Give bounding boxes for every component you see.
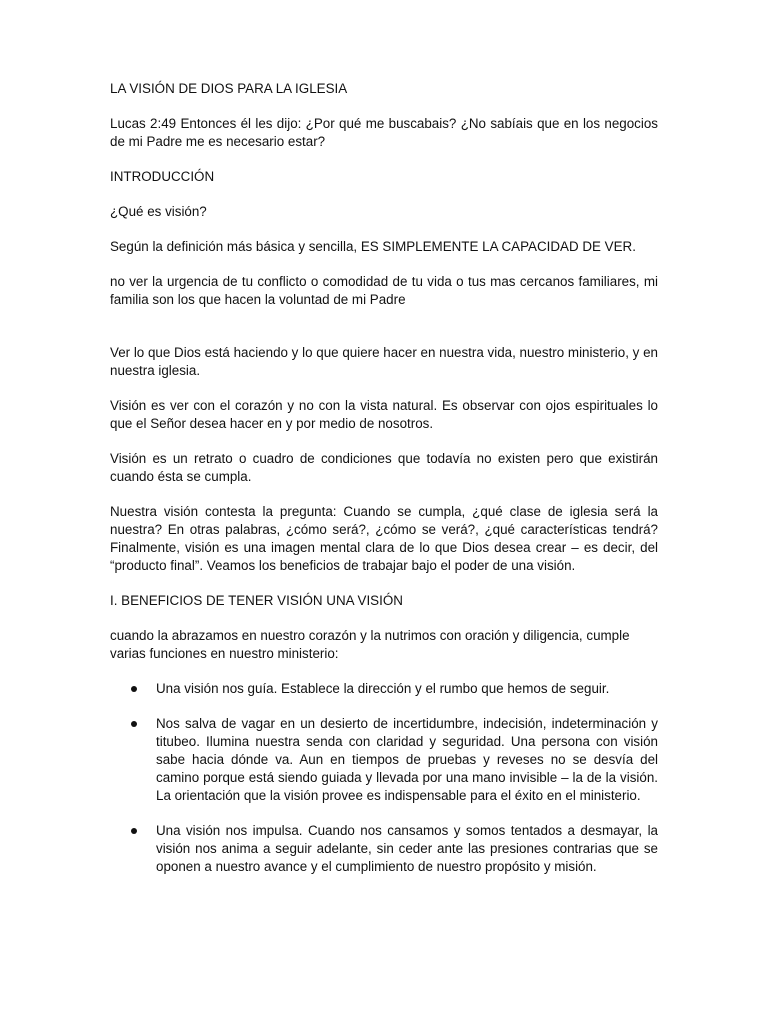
list-item-text: Una visión nos guía. Establece la dirección y el rumbo que hemos de seguir.: [156, 681, 610, 696]
list-item: [110, 822, 658, 876]
benefits-list: [110, 680, 658, 876]
bullet-icon: [131, 721, 137, 727]
definition-text: Según la definición más básica y sencilla, ES SIMPLEMENTE LA CAPACIDAD DE VER.: [110, 239, 636, 254]
question-text: ¿Qué es visión?: [110, 204, 207, 219]
section-intro: cuando la abrazamos en nuestro corazón y la nutrimos con oración y diligencia, cumple varias funciones en nuestro ministerio:: [110, 628, 630, 661]
list-item-text: Nos salva de vagar en un desierto de incertidumbre, indecisión, indeterminación y titubeo. Ilumina nuestra senda con claridad y seguridad. Una persona con visión sabe hacia dónde va. Aun en tiempos de pruebas y reveses no se desvía del camino porque está siendo guiada y llevada por una mano invisible – la de la visión. La orientación que la visión provee es indispensable para el éxito en el ministerio.: [156, 716, 658, 803]
body-paragraph: Visión es ver con el corazón y no con la vista natural. Es observar con ojos espirituales lo que el Señor desea hacer en y por medio de nosotros.: [110, 398, 658, 431]
bullet-icon: [131, 686, 137, 692]
document-page: [110, 80, 658, 893]
bible-verse: Lucas 2:49 Entonces él les dijo: ¿Por qué me buscabais? ¿No sabíais que en los negocios de mi Padre me es necesario estar?: [110, 116, 658, 149]
body-paragraph: Visión es un retrato o cuadro de condiciones que todavía no existen pero que existirán cuando ésta se cumpla.: [110, 451, 658, 484]
body-paragraph: Ver lo que Dios está haciendo y lo que quiere hacer en nuestra vida, nuestro ministerio, y en nuestra iglesia.: [110, 345, 658, 378]
document-title: LA VISIÓN DE DIOS PARA LA IGLESIA: [110, 81, 348, 96]
section-heading: I. BENEFICIOS DE TENER VISIÓN UNA VISIÓN: [110, 593, 403, 608]
list-item: [110, 680, 658, 698]
body-paragraph: no ver la urgencia de tu conflicto o comodidad de tu vida o tus mas cercanos familiares, mi familia son los que hacen la voluntad de mi Padre: [110, 274, 658, 307]
list-item-text: Una visión nos impulsa. Cuando nos cansamos y somos tentados a desmayar, la visión nos anima a seguir adelante, sin ceder ante las presiones contrarias que se oponen a nuestro avance y el cumplimiento de nuestro propósito y misión.: [156, 823, 658, 874]
bullet-icon: [131, 828, 137, 834]
intro-heading: INTRODUCCIÓN: [110, 169, 215, 184]
body-paragraph: Nuestra visión contesta la pregunta: Cuando se cumpla, ¿qué clase de iglesia será la nuestra? En otras palabras, ¿cómo será?, ¿cómo se verá?, ¿qué características tendrá? Finalmente, visión es una imagen mental clara de lo que Dios desea crear – es decir, del “producto final”. Veamos los beneficios de trabajar bajo el poder de una visión.: [110, 504, 658, 573]
list-item: [110, 715, 658, 805]
